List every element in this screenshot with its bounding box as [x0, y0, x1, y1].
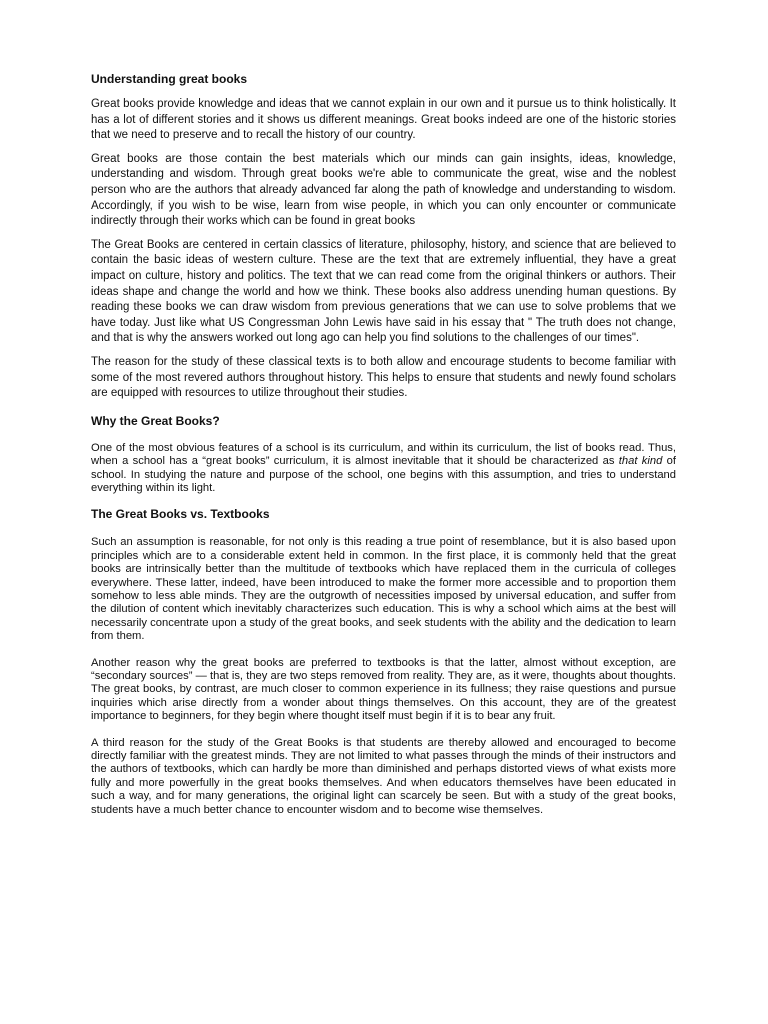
paragraph-emphasis: that kind — [618, 455, 663, 468]
paragraph: Such an assumption is reasonable, for not only is this reading a true point of resemblance, but it is also based upon principles which are to a considerable extent held in common. In the first place, it is commonly held that the great books are intrinsically better than the multitude of textbooks which have replaced them in the curricula of colleges everywhere. These latter, indeed, have been introduced to make the former more accessible and to proportion them somehow to less able minds. They are the outgrowth of necessities imposed by universal education, and suffer from the dilution of content which inevitably characterizes such education. This is why a school which aims at the best will necessarily concentrate upon a study of the great books, and seek students with the ability and the dedication to learn from them. — [91, 536, 676, 643]
paragraph: A third reason for the study of the Great Books is that students are thereby allowed and encouraged to become directly familiar with the greatest minds. They are not limited to what passes through the minds of their instructors and the authors of textbooks, which can hardly be more than diminished and perhaps distorted views of what exists more fully and more powerfully in the great books themselves. And when educators themselves have been educated in such a way, and for many generations, the original light can scarcely be seen. But with a study of the great books, students have a much better chance to encounter wisdom and to become wise themselves. — [91, 736, 676, 816]
paragraph-text: One of the most obvious features of a school is its curriculum, and within its curriculum, the list of books read. Thus, when a school has a “great books” curriculum, it is almost inevitable that it should be characterized as — [91, 441, 676, 468]
section-heading: Understanding great books — [91, 72, 248, 86]
paragraph: Great books provide knowledge and ideas that we cannot explain in our own and it pursue us to think holistically. It has a lot of different stories and it shows us different meanings. Great books indeed are one of the historic stories that we need to preserve and to recall the history of our country. — [91, 98, 676, 142]
paragraph-text: of school. In studying the nature and purpose of the school, one begins with this assumption, and tries to understand everything within its light. — [91, 455, 676, 494]
section-heading: The Great Books vs. Textbooks — [91, 507, 270, 522]
paragraph — [91, 442, 676, 496]
paragraph: Another reason why the great books are preferred to textbooks is that the latter, almost without exception, are “secondary sources” — that is, they are two steps removed from reality. They are, as it were, thoughts about thoughts. The great books, by contrast, are much closer to common experience in its fullness; they raise questions and pursue inquiries which arise directly from a wonder about things themselves. On this account, they are of the greatest importance to beginners, for they begin where thought itself must begin if it is to bear any fruit. — [91, 656, 676, 723]
section-great-books-vs-textbooks — [91, 507, 676, 817]
paragraph: The Great Books are centered in certain classics of literature, philosophy, history, and science that are believed to contain the basic ideas of western culture. These are the text that are extremely influential, they have a great impact on culture, history and politics. The text that we can read come from the original thinkers or authors. Their ideas shape and change the world and how we think. These books also address unending human questions. By reading these books we can draw wisdom from previous generations that we can use to solve problems that we have today. Just like what US Congressman John Lewis have said in his essay that " The truth does not change, and that is why the answers worked out long ago can help you find solutions to the challenges of our times". — [91, 238, 676, 345]
paragraph: Great books are those contain the best materials which our minds can gain insights, ideas, knowledge, understanding and wisdom. Through great books we're able to communicate the great, wise and the noblest person who are the authors that already advanced far along the path of knowledge and understanding to wisdom. Accordingly, if you wish to be wise, learn from wise people, in which you can only encounter or communicate indirectly through their works which can be found in great books — [91, 152, 676, 228]
section-heading: Why the Great Books? — [91, 413, 220, 428]
section-why-the-great-books — [91, 414, 676, 496]
section-understanding-great-books — [91, 72, 676, 402]
paragraph: The reason for the study of these classical texts is to both allow and encourage students to become familiar with some of the most revered authors throughout history. This helps to ensure that students and newly found scholars are equipped with resources to utilize throughout their studies. — [91, 355, 676, 400]
